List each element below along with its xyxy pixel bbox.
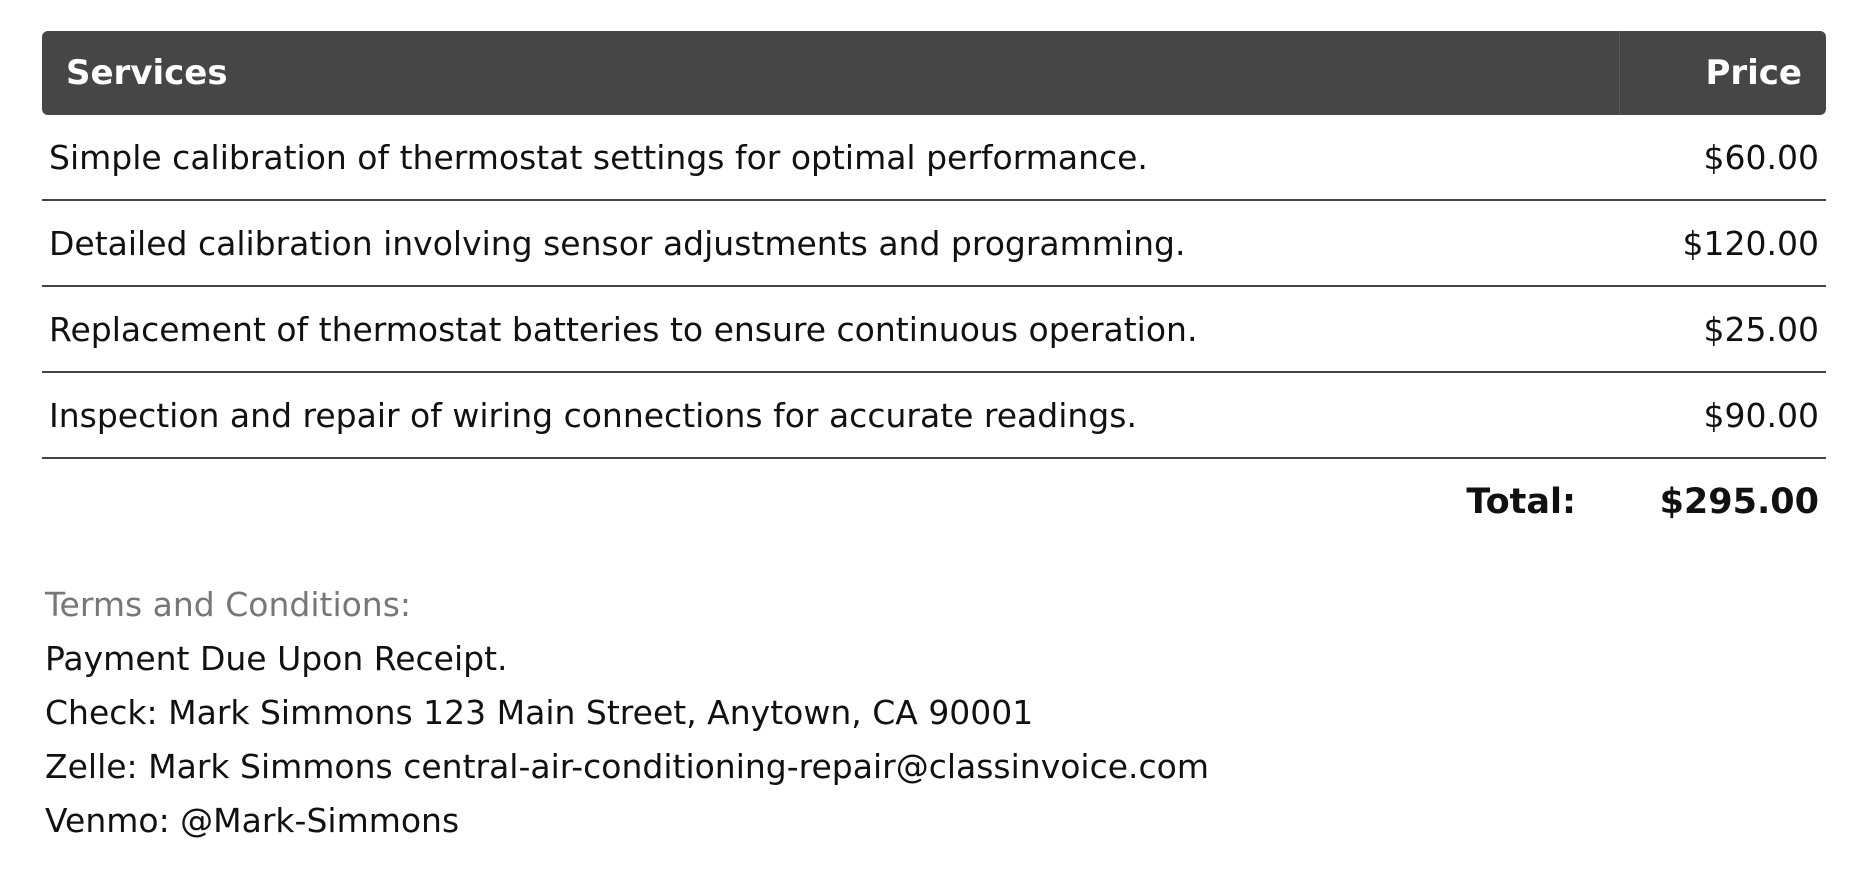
services-table	[42, 31, 1826, 545]
total-row	[42, 459, 1826, 545]
table-header	[42, 31, 1826, 115]
check-payment-line: Check: Mark Simmons 123 Main Street, Anytown, CA 90001	[45, 693, 1034, 732]
total-label: Total:	[1466, 482, 1576, 522]
service-price: $120.00	[1682, 223, 1819, 263]
price-column-header: Price	[1705, 53, 1802, 93]
zelle-payment-line: Zelle: Mark Simmons central-air-conditioning-repair@classinvoice.com	[45, 747, 1210, 786]
terms-title: Terms and Conditions:	[45, 585, 412, 624]
service-description: Inspection and repair of wiring connections for accurate readings.	[49, 395, 1137, 435]
service-description: Detailed calibration involving sensor adjustments and programming.	[49, 223, 1186, 263]
table-row	[42, 201, 1826, 287]
service-description: Simple calibration of thermostat settings for optimal performance.	[49, 137, 1148, 177]
service-price: $25.00	[1703, 309, 1819, 349]
services-column-header: Services	[42, 31, 1620, 115]
service-description: Replacement of thermostat batteries to ensure continuous operation.	[49, 309, 1198, 349]
payment-due-line: Payment Due Upon Receipt.	[45, 639, 508, 678]
table-row	[42, 115, 1826, 201]
service-price: $60.00	[1703, 137, 1819, 177]
table-row	[42, 287, 1826, 373]
terms-section	[45, 578, 1209, 848]
service-price: $90.00	[1703, 395, 1819, 435]
total-value: $295.00	[1659, 482, 1819, 522]
venmo-payment-line: Venmo: @Mark-Simmons	[45, 801, 460, 840]
table-row	[42, 373, 1826, 459]
